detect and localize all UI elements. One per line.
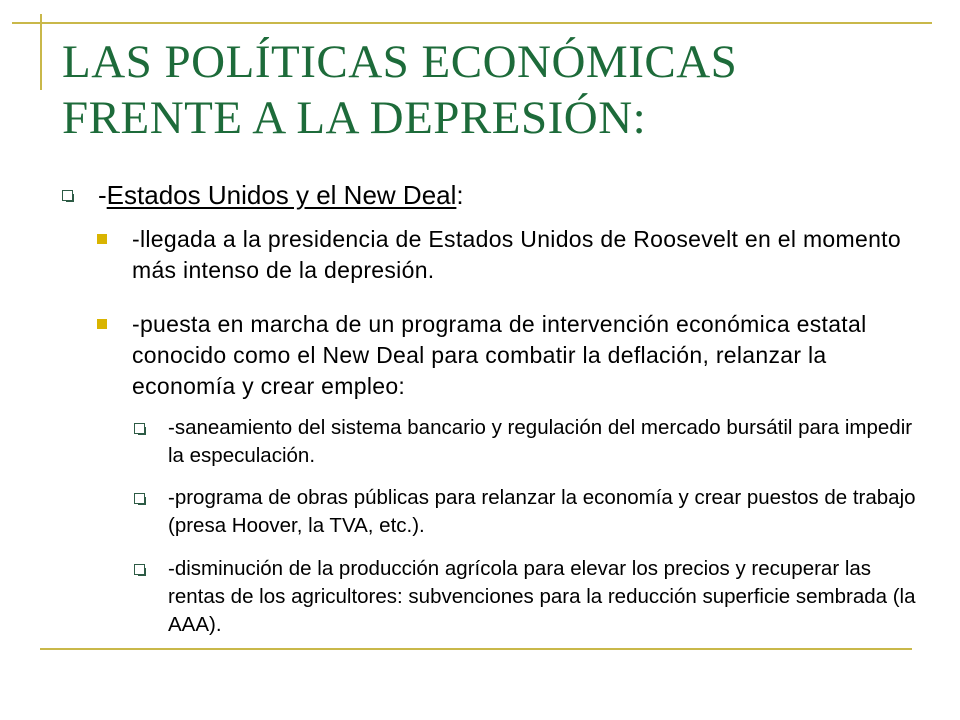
slide-title-line-2: FRENTE A LA DEPRESIÓN: [62, 92, 647, 144]
sub-list-item [168, 414, 920, 470]
sub-list-item [168, 555, 920, 639]
slide-title-line-1: LAS POLÍTICAS ECONÓMICAS [62, 36, 738, 88]
slide-title [62, 34, 922, 146]
heading-underlined-text: Estados Unidos y el New Deal [106, 180, 457, 210]
list-item [132, 224, 922, 286]
sub-list-item-text: -programa de obras públicas para relanzar la economía y crear puestos de trabajo (presa Hoover, la TVA, etc.). [168, 486, 916, 537]
section-heading [98, 178, 918, 212]
box-bullet-icon [62, 190, 73, 201]
sub-list-item [168, 484, 920, 540]
sub-list-item-text: -disminución de la producción agrícola para elevar los precios y recuperar las rentas de los agricultores: subvenciones para la reducción superficie sembrada (la AAA). [168, 557, 916, 636]
list-item-text: -puesta en marcha de un programa de intervención económica estatal conocido como el New Deal para combatir la deflación, relanzar la economía y crear empleo: [132, 311, 867, 399]
box-bullet-icon [134, 564, 145, 575]
top-rule [12, 22, 932, 24]
box-bullet-icon [134, 493, 145, 504]
square-bullet-icon [97, 234, 107, 244]
bottom-rule [40, 648, 912, 650]
list-item-text: -llegada a la presidencia de Estados Unidos de Roosevelt en el momento más intenso de la depresión. [132, 226, 901, 283]
heading-prefix: - [98, 180, 107, 210]
heading-suffix: : [456, 180, 464, 210]
square-bullet-icon [97, 319, 107, 329]
sub-list-item-text: -saneamiento del sistema bancario y regulación del mercado bursátil para impedir la especulación. [168, 416, 913, 467]
box-bullet-icon [134, 423, 145, 434]
list-item [132, 309, 922, 402]
left-rule [40, 14, 42, 90]
